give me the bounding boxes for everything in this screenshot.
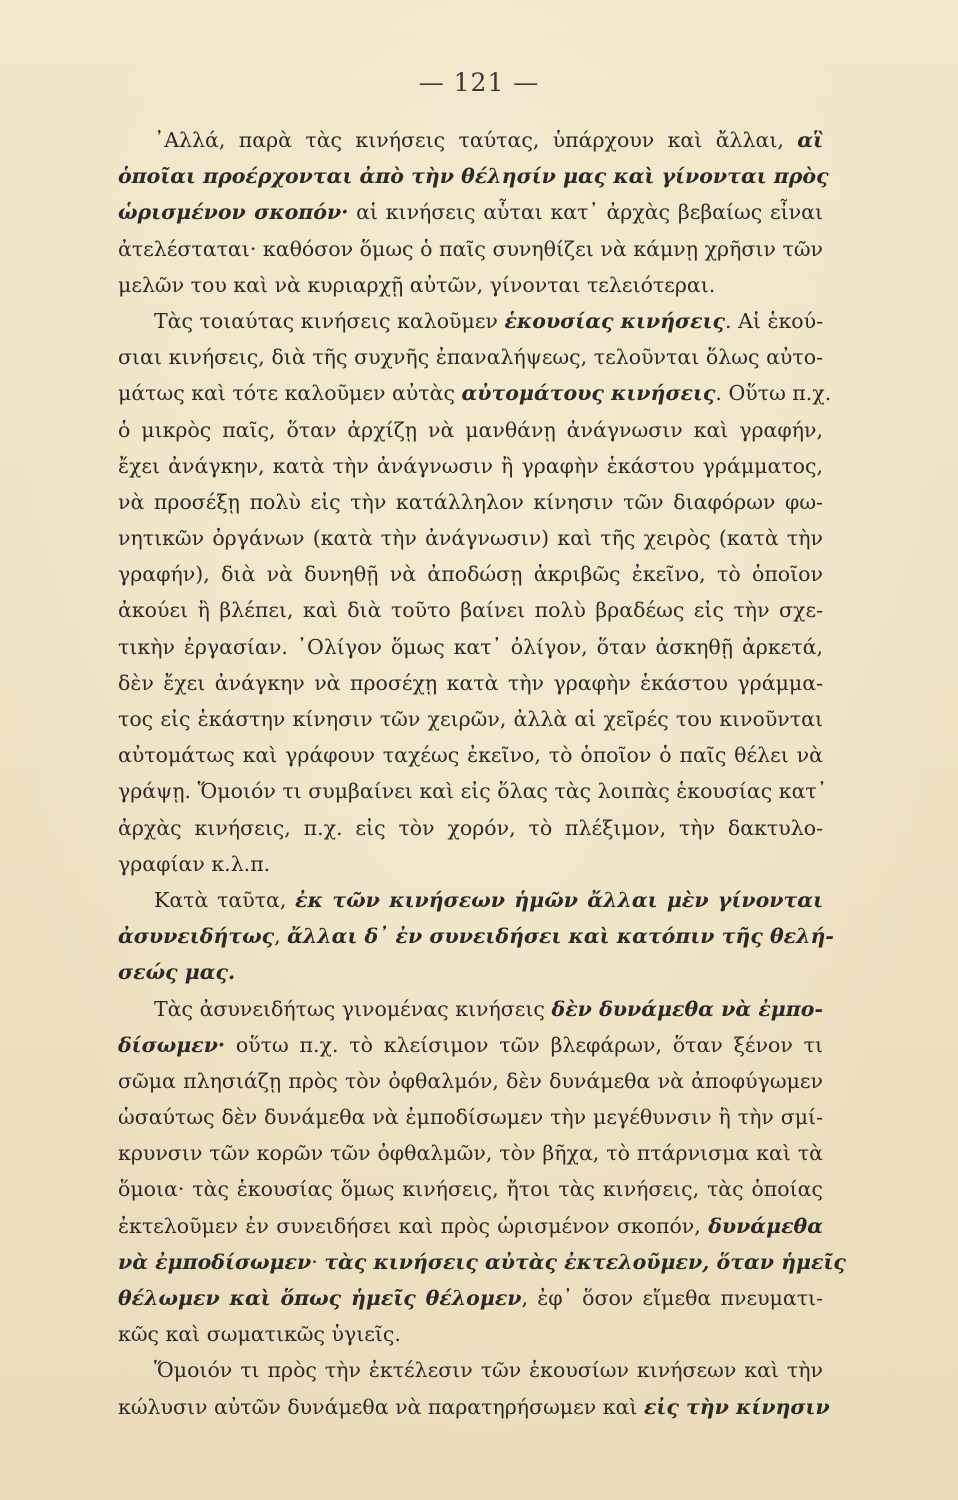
text-segment: ἐκτελοῦμεν ἐν συνειδήσει καὶ πρὸς ὡρισμένον σκοπόν,	[118, 1213, 709, 1238]
text-line	[118, 846, 823, 882]
text-line	[118, 520, 823, 556]
body-text	[118, 122, 846, 1425]
text-line	[118, 1352, 823, 1388]
emphasized-text: δυνάμεθα	[708, 1213, 823, 1238]
text-line	[118, 629, 823, 665]
text-segment: σιαι κινήσεις, διὰ τῆς συχνῆς ἐπαναλήψεως, τελοῦνται ὅλως αὐτο-	[118, 345, 823, 370]
text-segment: Κατὰ ταῦτα,	[154, 887, 296, 912]
text-line	[118, 231, 823, 267]
text-segment: ᾿Αλλά, παρὰ τὰς κινήσεις ταύτας, ὑπάρχουν καὶ ἄλλαι,	[154, 128, 798, 152]
emphasized-text: ὁποῖαι προέρχονται ἀπὸ τὴν θέλησίν μας καὶ γίνονται πρὸς	[118, 164, 829, 189]
text-line	[118, 339, 823, 375]
text-segment: μελῶν του καὶ νὰ κυριαρχῇ αὐτῶν, γίνονται τελειότεραι.	[118, 272, 716, 297]
text-segment: νητικῶν ὀργάνων (κατὰ τὴν ἀνάγνωσιν) καὶ τῆς χειρὸς (κατὰ τὴν	[118, 526, 823, 551]
emphasized-text: ἀσυνειδήτως	[118, 924, 275, 949]
text-line	[118, 1099, 823, 1135]
text-segment: κώλυσιν αὐτῶν δυνάμεθα νὰ παρατηρήσωμεν καὶ	[118, 1394, 644, 1419]
text-line	[118, 1316, 823, 1352]
text-segment: Τὰς τοιαύτας κινήσεις καλοῦμεν	[154, 308, 505, 333]
emphasized-text: ἐκ τῶν κινήσεων ἡμῶν ἄλλαι μὲν γίνονται	[295, 887, 823, 912]
text-line	[118, 375, 832, 411]
text-line	[118, 1063, 823, 1099]
emphasized-text: τὰς κινήσεις αὐτὰς ἐκτελοῦμεν, ὅταν ἡμεῖς	[324, 1249, 846, 1274]
text-segment: γράψῃ. Ὅμοιόν τι συμβαίνει καὶ εἰς ὅλας τὰς λοιπὰς ἑκουσίας κατ᾿	[118, 779, 828, 804]
emphasized-text: αὐτομάτους κινήσεις	[461, 381, 716, 406]
text-segment: ὡσαύτως δὲν δυνάμεθα νὰ ἐμποδίσωμεν τὴν μεγέθυνσιν ἢ τὴν σμί-	[118, 1105, 823, 1130]
text-line	[118, 665, 823, 701]
text-segment: γραφήν), διὰ νὰ δυνηθῇ νὰ ἀποδώσῃ ἀκριβῶς ἐκεῖνο, τὸ ὁποῖον	[118, 562, 823, 587]
text-line	[118, 592, 823, 628]
text-segment: αἱ κινήσεις αὗται κατ᾿ ἀρχὰς βεβαίως εἶναι	[348, 200, 824, 225]
text-segment: ὁ μικρὸς παῖς, ὅταν ἀρχίζῃ νὰ μανθάνῃ ἀνάγνωσιν καὶ γραφήν,	[118, 417, 823, 442]
text-line	[118, 303, 823, 339]
text-segment: νὰ προσέξῃ πολὺ εἰς τὴν κατάλληλον κίνησιν τῶν διαφόρων φω-	[118, 489, 823, 514]
emphasized-text: ἄλλαι δ᾿ ἐν συνειδήσει καὶ κατόπιν τῆς θελή-	[287, 924, 834, 949]
text-line	[118, 1027, 823, 1063]
text-line	[118, 448, 823, 484]
text-line	[118, 1389, 830, 1425]
text-segment: ἔχει ἀνάγκην, κατὰ τὴν ἀνάγνωσιν ἢ γραφὴν ἑκάστου γράμματος,	[118, 453, 823, 478]
emphasized-text: σεώς μας.	[118, 960, 236, 985]
text-segment: γραφίαν κ.λ.π.	[118, 851, 271, 876]
emphasized-text: δίσωμεν·	[118, 1032, 226, 1057]
text-line	[118, 1208, 823, 1244]
text-segment: . Αἱ ἑκού-	[725, 308, 824, 333]
emphasized-text: ἑκουσίας κινήσεις	[504, 308, 726, 333]
text-line	[118, 701, 823, 737]
text-line	[118, 412, 823, 448]
text-line	[118, 484, 823, 520]
text-line	[118, 737, 823, 773]
text-line	[118, 991, 823, 1027]
text-line	[118, 882, 823, 918]
text-line	[118, 158, 829, 194]
emphasized-text: νὰ ἐμποδίσωμεν	[118, 1249, 312, 1274]
text-segment: ,	[274, 924, 288, 949]
text-line	[118, 556, 823, 592]
text-segment: τος εἰς ἑκάστην κίνησιν τῶν χειρῶν, ἀλλὰ αἱ χεῖρές του κινοῦνται	[118, 707, 823, 731]
emphasized-text: ὡρισμένον σκοπόν·	[118, 200, 349, 225]
text-line	[118, 810, 823, 846]
text-line	[118, 1280, 823, 1316]
text-line	[118, 1244, 846, 1280]
text-line	[118, 122, 823, 158]
text-segment: μάτως καὶ τότε καλοῦμεν αὐτὰς	[118, 381, 462, 406]
text-segment: , ἐφ᾿ ὅσον εἴμεθα πνευματι-	[521, 1286, 824, 1310]
text-segment: τικὴν ἐργασίαν. ᾿Ολίγον ὅμως κατ᾿ ὀλίγον, ὅταν ἀσκηθῇ ἀρκετά,	[118, 634, 823, 659]
text-segment: Ὅμοιόν τι πρὸς τὴν ἐκτέλεσιν τῶν ἑκουσίων κινήσεων καὶ τὴν	[154, 1358, 823, 1383]
emphasized-text: εἰς τὴν κίνησιν	[643, 1394, 830, 1419]
text-segment: κῶς καὶ σωματικῶς ὑγιεῖς.	[118, 1322, 401, 1347]
emphasized-text: αἳ	[797, 128, 823, 152]
text-line	[118, 1135, 823, 1171]
text-segment: δὲν ἔχει ἀνάγκην νὰ προσέχῃ κατὰ τὴν γραφὴν ἑκάστου γράμμα-	[118, 670, 823, 695]
text-segment: οὕτω π.χ. τὸ κλείσιμον τῶν βλεφάρων, ὅταν ξένον τι	[225, 1032, 823, 1057]
text-segment: ὅμοια· τὰς ἑκουσίας ὅμως κινήσεις, ἤτοι τὰς κινήσεις, τὰς ὁποίας	[118, 1177, 823, 1202]
text-segment: . Οὕτω π.χ.	[715, 381, 832, 406]
text-segment: σῶμα πλησιάζῃ πρὸς τὸν ὀφθαλμόν, δὲν δυνάμεθα νὰ ἀποφύγωμεν	[118, 1068, 823, 1093]
text-line	[118, 1171, 823, 1207]
text-segment: ἀρχὰς κινήσεις, π.χ. εἰς τὸν χορόν, τὸ πλέξιμον, τὴν δακτυλο-	[118, 815, 823, 840]
text-segment: ἀτελέσταται· καθόσον ὅμως ὁ παῖς συνηθίζει νὰ κάμνῃ χρῆσιν τῶν	[118, 236, 823, 261]
text-segment: κρυνσιν τῶν κορῶν τῶν ὀφθαλμῶν, τὸν βῆχα, τὸ πτάρνισμα καὶ τὰ	[118, 1141, 823, 1166]
text-segment: αὐτομάτως καὶ γράφουν ταχέως ἐκεῖνο, τὸ ὁποῖον ὁ παῖς θέλει νὰ	[118, 743, 823, 768]
text-line	[118, 267, 823, 303]
text-segment: ·	[311, 1249, 325, 1274]
text-line	[118, 954, 823, 990]
text-segment: ἀκούει ἢ βλέπει, καὶ διὰ τοῦτο βαίνει πολὺ βραδέως εἰς τὴν σχε-	[118, 598, 823, 623]
page-number: — 121 —	[418, 68, 540, 97]
emphasized-text: δὲν δυνάμεθα νὰ ἐμπο-	[551, 996, 823, 1021]
text-line	[118, 194, 823, 230]
emphasized-text: θέλωμεν καὶ ὅπως ἡμεῖς θέλομεν	[118, 1286, 522, 1310]
text-line	[118, 773, 828, 809]
text-line	[118, 918, 834, 954]
text-segment: Τὰς ἀσυνειδήτως γινομένας κινήσεις	[154, 996, 552, 1021]
